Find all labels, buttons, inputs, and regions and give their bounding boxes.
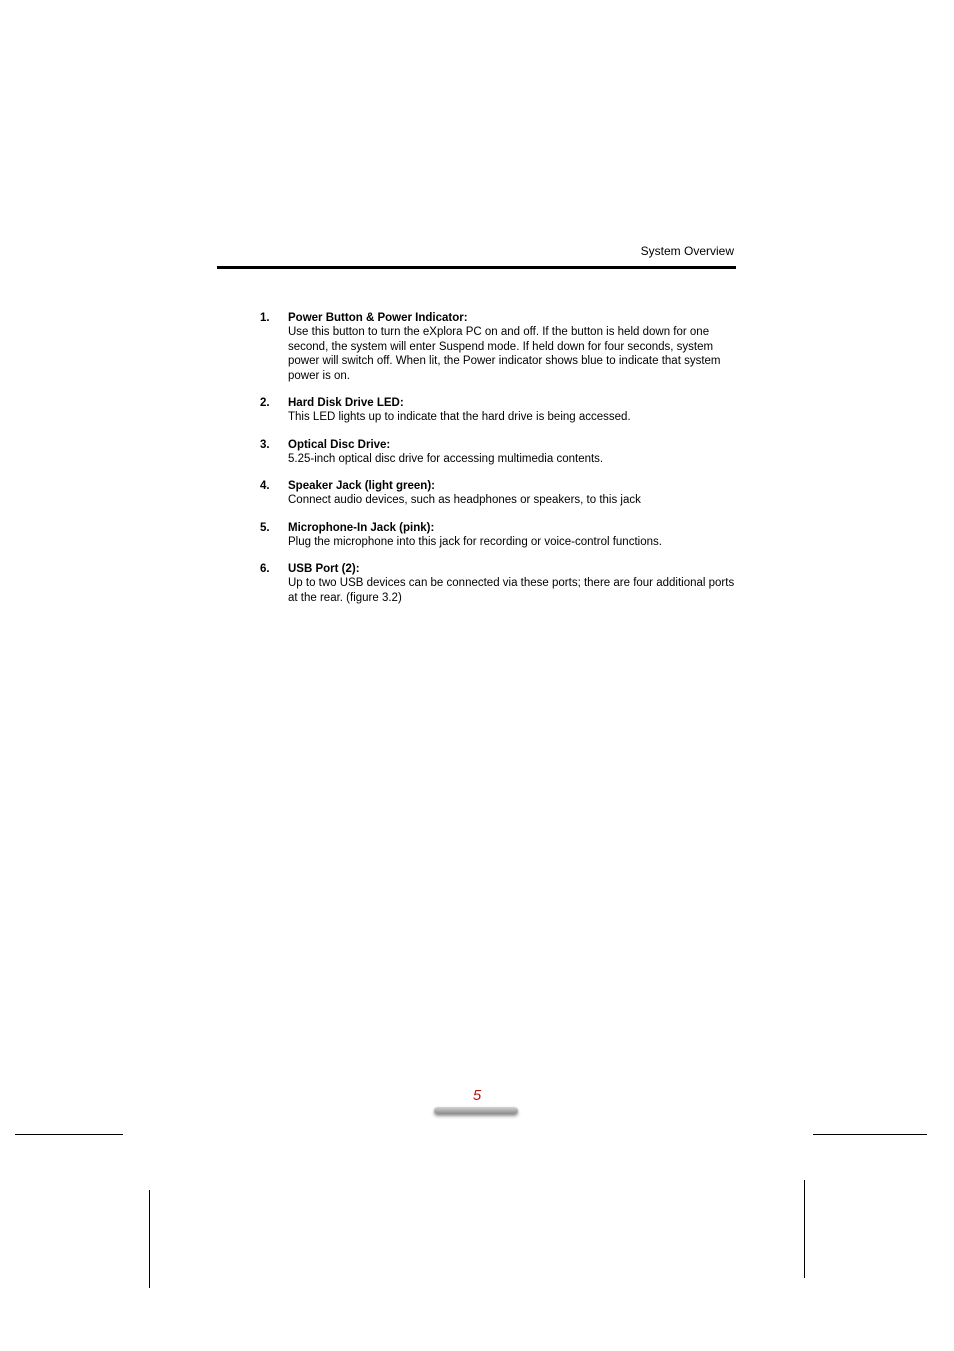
item-description: This LED lights up to indicate that the hard drive is being accessed. (288, 411, 631, 423)
item-number: 2. (260, 397, 270, 409)
list-item (260, 396, 740, 425)
feature-list (260, 311, 740, 618)
header-rule (217, 266, 736, 269)
page-number: 5 (472, 1087, 482, 1104)
list-item (260, 521, 740, 550)
item-number: 3. (260, 438, 270, 451)
item-title: USB Port (2): (288, 563, 360, 575)
item-number: 1. (260, 312, 270, 324)
item-heading (260, 438, 740, 452)
item-description: 5.25-inch optical disc drive for accessing multimedia contents. (288, 452, 604, 465)
item-heading (260, 562, 740, 576)
item-title: Power Button & Power Indicator: (288, 312, 468, 324)
item-number: 5. (260, 521, 270, 534)
item-heading (260, 479, 740, 493)
item-title: Speaker Jack (light green): (288, 480, 435, 492)
item-description: Up to two USB devices can be connected via these ports; there are four additional ports at the rear. (figure 3.2) (288, 577, 735, 604)
crop-mark-bottom-right (804, 1180, 805, 1278)
running-header: System Overview (640, 244, 734, 258)
list-item (260, 562, 740, 605)
item-number: 4. (260, 480, 270, 492)
item-description: Connect audio devices, such as headphones or speakers, to this jack (288, 494, 641, 506)
page-number-tab (434, 1107, 518, 1114)
list-item (260, 438, 740, 467)
crop-mark-left (15, 1134, 123, 1135)
item-description: Use this button to turn the eXplora PC on and off. If the button is held down for one second, the system will enter Suspend mode. If held down for four seconds, system power will switch off. When lit, the Power indicator shows blue to indicate that system power is on. (288, 326, 721, 382)
crop-mark-bottom-left (149, 1190, 150, 1288)
item-number: 6. (260, 563, 270, 575)
item-description: Plug the microphone into this jack for recording or voice-control functions. (288, 535, 662, 548)
crop-mark-right (813, 1134, 927, 1135)
list-item (260, 311, 740, 383)
item-title: Hard Disk Drive LED: (288, 397, 404, 409)
item-heading (260, 396, 740, 410)
item-heading (260, 521, 740, 535)
item-title: Microphone-In Jack (pink): (288, 521, 435, 534)
list-item (260, 479, 740, 508)
item-title: Optical Disc Drive: (288, 438, 391, 451)
item-heading (260, 311, 740, 325)
